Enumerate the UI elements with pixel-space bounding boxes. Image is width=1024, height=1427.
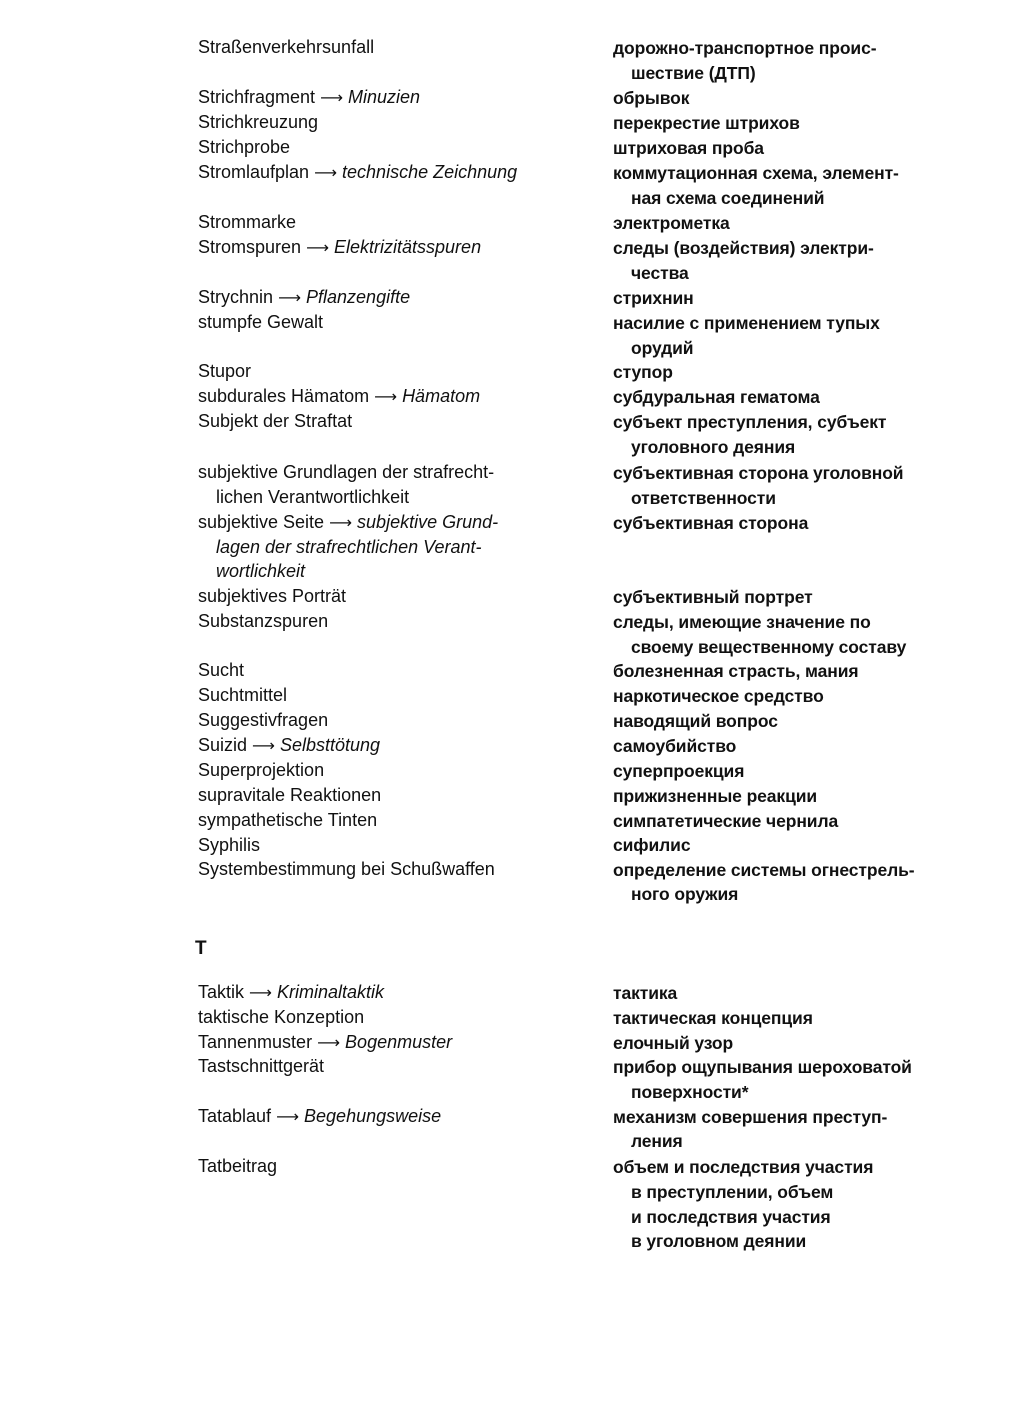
- ru-entry: тактическая концепция: [613, 1008, 813, 1028]
- ru-entry-continuation: ления: [631, 1131, 683, 1151]
- de-entry: Suchtmittel: [198, 685, 288, 705]
- ru-entry: коммутационная схема, элемент-: [613, 163, 899, 183]
- de-entry-continuation: wortlichkeit: [216, 561, 306, 581]
- de-entry: Substanzspuren: [198, 611, 329, 631]
- de-entry: Syphilis: [198, 835, 261, 855]
- ru-entry: елочный узор: [613, 1033, 734, 1053]
- ru-entry: субдуральная гематома: [613, 387, 820, 407]
- ru-entry-continuation: ного оружия: [631, 884, 739, 904]
- de-entry: Tatbeitrag: [198, 1156, 278, 1176]
- arrow-right-icon: ⟶: [278, 290, 301, 307]
- ru-entry: болезненная страсть, мания: [613, 661, 859, 681]
- ru-entry: наводящий вопрос: [613, 711, 778, 731]
- ru-entry: электрометка: [613, 213, 730, 233]
- de-entry: supravitale Reaktionen: [198, 785, 382, 805]
- ru-entry-continuation: уголовного деяния: [631, 437, 796, 457]
- de-entry: Tastschnittgerät: [198, 1056, 325, 1076]
- de-entry: Suizid ⟶ Selbsttötung: [198, 735, 381, 755]
- de-entry: Strychnin ⟶ Pflanzengifte: [198, 287, 411, 307]
- ru-entry: дорожно-транспортное проис-: [613, 38, 877, 58]
- de-entry: Strommarke: [198, 212, 297, 232]
- ru-entry: ступор: [613, 362, 673, 382]
- ru-entry: штриховая проба: [613, 138, 764, 158]
- arrow-right-icon: ⟶: [314, 165, 338, 182]
- de-entry: subjektive Grundlagen der strafrecht-: [198, 462, 495, 482]
- arrow-right-icon: ⟶: [320, 90, 343, 107]
- ru-entry-continuation: ответственности: [631, 488, 776, 508]
- ru-entry: субъективная сторона: [613, 513, 809, 533]
- ru-entry: субъективная сторона уголовной: [613, 463, 904, 483]
- ru-entry-continuation: своему вещественному составу: [631, 637, 907, 657]
- de-entry: Strichkreuzung: [198, 112, 319, 132]
- ru-entry: прижизненные реакции: [613, 786, 818, 806]
- de-entry-continuation: lagen der strafrechtlichen Verant-: [216, 537, 482, 557]
- ru-entry: насилие с применением тупых: [613, 313, 880, 333]
- de-entry: Stromspuren ⟶ Elektrizitätsspuren: [198, 237, 482, 257]
- ru-entry: симпатетические чернила: [613, 811, 839, 831]
- arrow-right-icon: ⟶: [252, 738, 275, 755]
- ru-entry: субъективный портрет: [613, 587, 813, 607]
- de-entry: subdurales Hämatom ⟶ Hämatom: [198, 386, 481, 406]
- de-entry: Tatablauf ⟶ Begehungsweise: [198, 1106, 442, 1126]
- ru-entry-continuation: чества: [631, 263, 689, 283]
- de-entry: Stupor: [198, 361, 252, 381]
- de-entry: subjektives Porträt: [198, 586, 347, 606]
- ru-entry: субъект преступления, субъект: [613, 412, 887, 432]
- de-entry: stumpfe Gewalt: [198, 312, 324, 332]
- de-entry: Sucht: [198, 660, 245, 680]
- de-entry: Strichprobe: [198, 137, 291, 157]
- arrow-right-icon: ⟶: [306, 240, 329, 257]
- ru-entry: прибор ощупывания шероховатой: [613, 1057, 912, 1077]
- de-entry: Suggestivfragen: [198, 710, 329, 730]
- ru-entry-continuation: в преступлении, объем: [631, 1182, 834, 1202]
- ru-entry-continuation: ная схема соединений: [631, 188, 825, 208]
- ru-entry: следы (воздействия) электри-: [613, 238, 874, 258]
- de-entry: Stromlaufplan ⟶ technische Zeichnung: [198, 162, 518, 182]
- ru-entry-continuation: в уголовном деянии: [631, 1231, 807, 1251]
- de-entry: Tannenmuster ⟶ Bogenmuster: [198, 1032, 453, 1052]
- de-entry: taktische Konzeption: [198, 1007, 365, 1027]
- arrow-right-icon: ⟶: [276, 1109, 300, 1126]
- de-entry: Systembestimmung bei Schußwaffen: [198, 859, 495, 879]
- arrow-right-icon: ⟶: [249, 985, 272, 1002]
- ru-entry-continuation: и последствия участия: [631, 1207, 831, 1227]
- de-entry: Subjekt der Straftat: [198, 411, 353, 431]
- ru-entry: обрывок: [613, 88, 690, 108]
- ru-entry: объем и последствия участия: [613, 1157, 874, 1177]
- ru-entry: следы, имеющие значение по: [613, 612, 871, 632]
- ru-entry: перекрестие штрихов: [613, 113, 800, 133]
- de-entry: Strichfragment ⟶ Minuzien: [198, 87, 421, 107]
- ru-entry: сифилис: [613, 835, 691, 855]
- arrow-right-icon: ⟶: [329, 515, 353, 532]
- de-entry: Superprojektion: [198, 760, 325, 780]
- ru-entry: наркотическое средство: [613, 686, 824, 706]
- section-letter: T: [195, 938, 207, 959]
- de-entry: sympathetische Tinten: [198, 810, 378, 830]
- de-entry: Taktik ⟶ Kriminaltaktik: [198, 982, 385, 1002]
- de-entry-continuation: lichen Verantwortlichkeit: [216, 487, 410, 507]
- ru-entry-continuation: орудий: [631, 338, 694, 358]
- ru-entry: определение системы огнестрель-: [613, 860, 915, 880]
- arrow-right-icon: ⟶: [317, 1035, 341, 1052]
- de-entry: subjektive Seite ⟶ subjektive Grund-: [198, 512, 499, 532]
- ru-entry-continuation: шествие (ДТП): [631, 63, 756, 83]
- de-entry: Straßenverkehrsunfall: [198, 37, 375, 57]
- ru-entry: тактика: [613, 983, 678, 1003]
- ru-entry: самоубийство: [613, 736, 737, 756]
- ru-entry: стрихнин: [613, 288, 694, 308]
- arrow-right-icon: ⟶: [374, 389, 398, 406]
- ru-entry-continuation: поверхности*: [631, 1082, 749, 1102]
- ru-entry: механизм совершения преступ-: [613, 1107, 888, 1127]
- ru-entry: суперпроекция: [613, 761, 745, 781]
